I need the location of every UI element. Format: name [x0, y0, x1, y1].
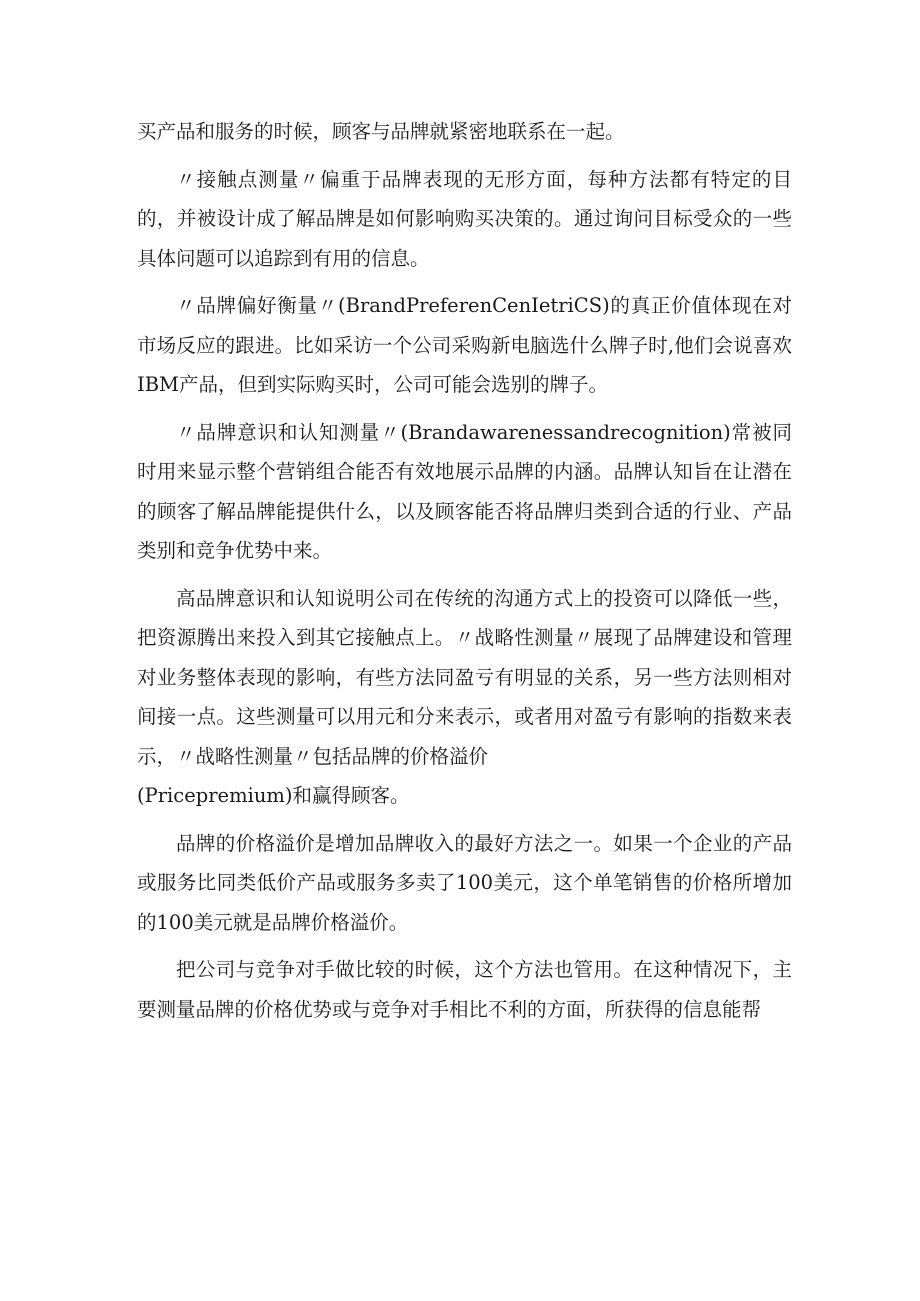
paragraph-3: 〃品牌偏好衡量〃(BrandPreferenCenIetriCS)的真正价值体现在对市场反应的跟进。比如采访一个公司采购新电脑选什么牌子时,他们会说喜欢IBM产品，但到实际购买时，公司可能会选别的牌子。 [137, 294, 792, 396]
paragraph-1: 买产品和服务的时候，顾客与品牌就紧密地联系在一起。 [137, 120, 625, 143]
paragraph-7: 品牌的价格溢价是增加品牌收入的最好方法之一。如果一个企业的产品或服务比同类低价产品或服务多卖了100美元，这个单笔销售的价格所增加的100美元就是品牌价格溢价。 [137, 831, 792, 934]
paragraph-2: 〃接触点测量〃偏重于品牌表现的无形方面，每种方法都有特定的目的，并被设计成了解品牌是如何影响购买决策的。通过询问目标受众的一些具体问题可以追踪到有用的信息。 [137, 167, 792, 270]
paragraph-5: 高品牌意识和认知说明公司在传统的沟通方式上的投资可以降低一些，把资源腾出来投入到其它接触点上。〃战略性测量〃展现了品牌建设和管理对业务整体表现的影响，有些方法同盈亏有明显的关系，另一些方法则相对间接一点。这些测量可以用元和分来表示，或者用对盈亏有影响的指数来表示，〃战略性测量〃包括品牌的价格溢价 [137, 586, 792, 768]
document-body [137, 112, 792, 1037]
paragraph-4: 〃品牌意识和认知测量〃(Brandawarenessandrecognition)常被同时用来显示整个营销组合能否有效地展示品牌的内涵。品牌认知旨在让潜在的顾客了解品牌能提供什么，以及顾客能否将品牌归类到合适的行业、产品类别和竞争优势中来。 [137, 420, 792, 562]
paragraph-6: (Pricepremium)和赢得顾客。 [137, 784, 410, 807]
paragraph-8: 把公司与竞争对手做比较的时候，这个方法也管用。在这种情况下，主要测量品牌的价格优势或与竞争对手相比不利的方面，所获得的信息能帮 [137, 958, 792, 1021]
